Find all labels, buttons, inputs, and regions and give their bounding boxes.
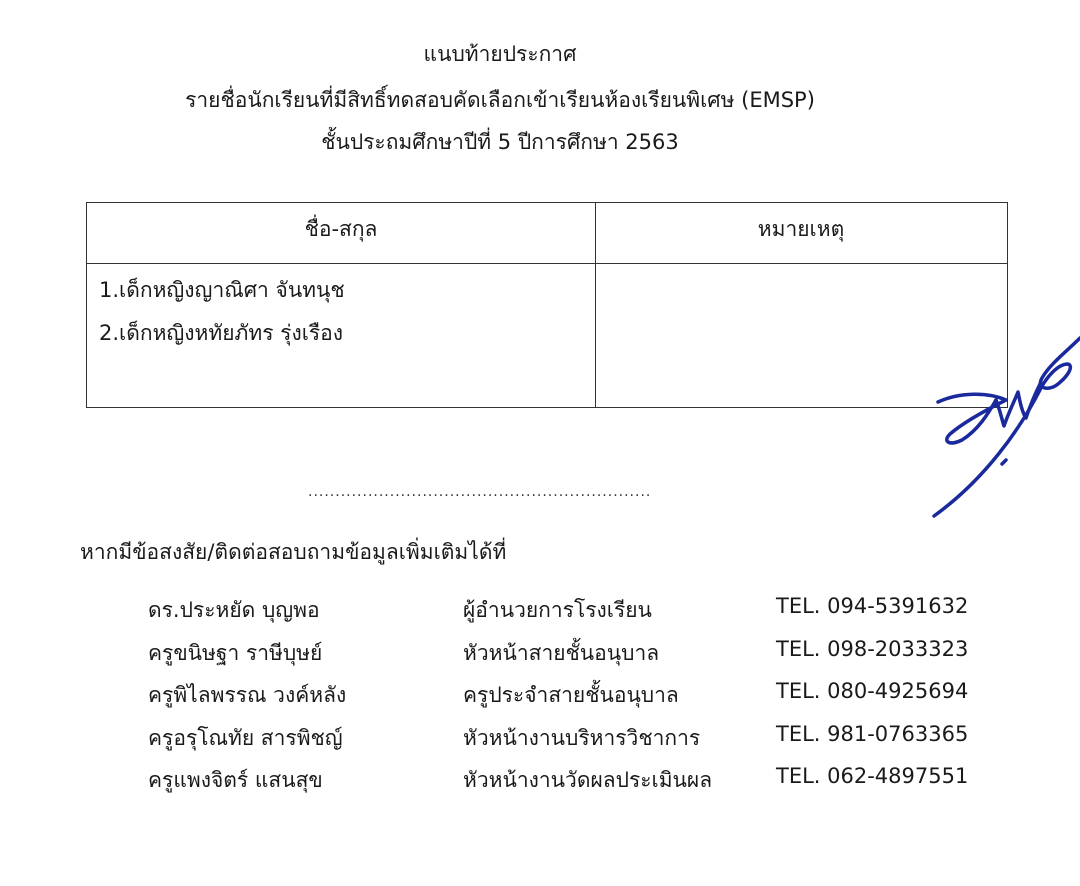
- handwritten-signature: [930, 330, 1080, 520]
- contact-role: ครูประจำสายชั้นอนุบาล: [463, 683, 679, 707]
- list-item: [0, 594, 1080, 637]
- contact-name: ครูพิไลพรรณ วงค์หลัง: [148, 683, 347, 707]
- contact-phone: TEL. 080-4925694: [776, 679, 969, 703]
- contact-phone: TEL. 981-0763365: [776, 721, 969, 746]
- student-rows: [99, 269, 345, 355]
- student-table: [86, 202, 1008, 408]
- contact-phone: TEL. 094-5391632: [776, 594, 969, 618]
- contact-name: ครูแพงจิตร์ แสนสุข: [148, 768, 323, 792]
- list-item: [0, 637, 1080, 680]
- contact-role: หัวหน้าสายชั้นอนุบาล: [463, 640, 660, 665]
- table-row: 2.เด็กหญิงหทัยภัทร รุ่งเรือง: [99, 321, 344, 345]
- contact-intro: หากมีข้อสงสัย/ติดต่อสอบถามข้อมูลเพิ่มเติมได้ที่: [80, 540, 507, 564]
- grade-year-line: ชั้นประถมศึกษาปีที่ 5 ปีการศึกษา 2563: [321, 130, 679, 154]
- contact-role: หัวหน้างานวัดผลประเมินผล: [463, 768, 713, 792]
- list-item: [0, 722, 1080, 765]
- contact-phone: TEL. 062-4897551: [776, 764, 969, 788]
- table-header-divider: [87, 263, 1007, 264]
- note-column-header: หมายเหตุ: [757, 217, 845, 241]
- list-item: [0, 764, 1080, 807]
- contact-role: ผู้อำนวยการโรงเรียน: [463, 598, 652, 622]
- signature-line: ...............................................................: [308, 484, 652, 500]
- announcement-heading: แนบท้ายประกาศ: [423, 42, 577, 66]
- contact-name: ครูขนิษฐา ราษีบุษย์: [148, 640, 323, 665]
- contact-role: หัวหน้างานบริหารวิชาการ: [463, 725, 701, 750]
- contact-phone: TEL. 098-2033323: [776, 636, 969, 661]
- contact-list: [0, 594, 1080, 807]
- table-row: 1.เด็กหญิงญาณิศา จันทนุช: [99, 278, 345, 302]
- student-list-title: รายชื่อนักเรียนที่มีสิทธิ์ทดสอบคัดเลือกเข้าเรียนห้องเรียนพิเศษ (EMSP): [185, 88, 815, 112]
- contact-name: ครูอรุโณทัย สารพิชญ์: [148, 725, 343, 750]
- name-column-header: ชื่อ-สกุล: [304, 217, 378, 241]
- contact-name: ดร.ประหยัด บุญพอ: [148, 598, 320, 622]
- list-item: [0, 679, 1080, 722]
